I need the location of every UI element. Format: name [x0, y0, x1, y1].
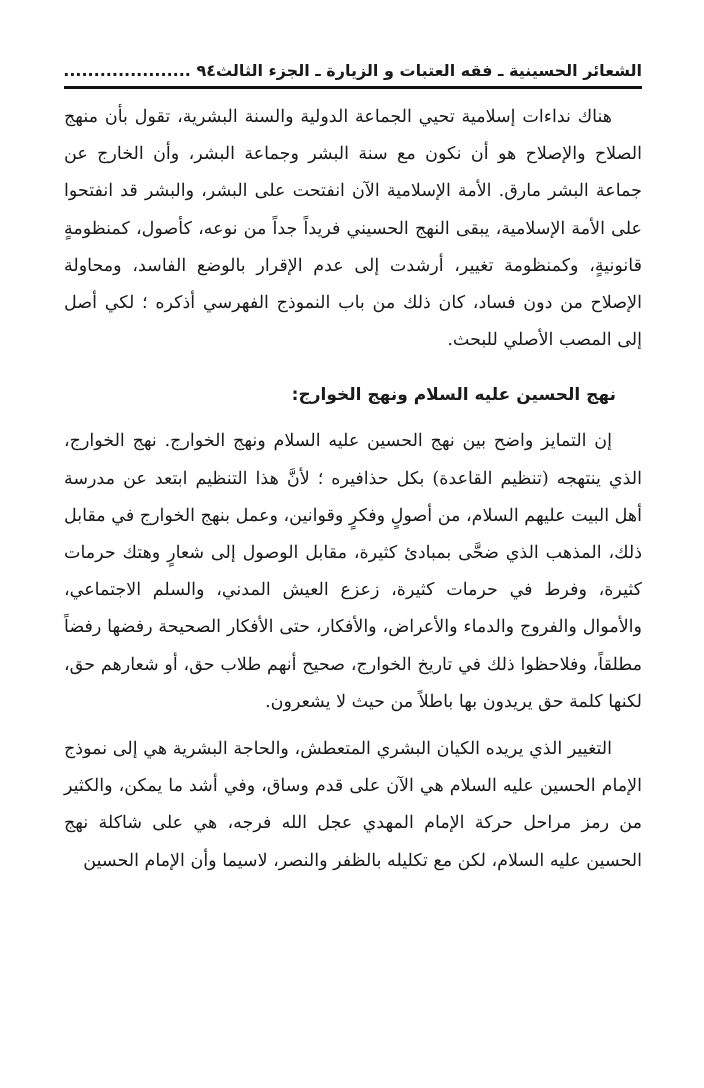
running-title-text: الشعائر الحسينية ـ فقه العتبات و الزيارة ـ الجزء الثالث — [215, 61, 642, 80]
dot-leader: ..................... — [63, 61, 191, 80]
running-title — [216, 60, 642, 82]
running-header — [64, 60, 642, 89]
paragraph-1: هناك نداءات إسلامية تحيي الجماعة الدولية والسنة البشرية، تقول بأن منهج الصلاح والإصلاح هو أن نكون مع سنة البشر وجماعة البشر، وأن الخارج عن جماعة البشر مارق. الأمة الإسلامية الآن انفتحت على البشر، والبشر قد انفتحوا على الأمة الإسلامية، يبقى النهج الحسيني فريداً جداً من نوعه، كأصول، كمنظومةٍ قانونيةٍ، وكمنظومة تغيير، أرشدت إلى عدم الإقرار بالوضع الفاسد، ومحاولة الإصلاح من دون فساد، كان ذلك من باب النموذج الفهرسي أذكره ؛ لكي أصل إلى المصب الأصلي للبحث. — [64, 107, 642, 351]
page-number-group — [63, 60, 216, 82]
section-heading: نهج الحسين عليه السلام ونهج الخوارج: — [291, 385, 616, 406]
page-number: ٩٤ — [196, 61, 216, 80]
body-text — [64, 99, 642, 880]
paragraph-2: إن التمايز واضح بين نهج الحسين عليه السلام ونهج الخوارج. نهج الخوارج، الذي ينتهجه (تنظيم القاعدة) بكل حذافيره ؛ لأنَّ هذا التنظيم ابتعد عن مدرسة أهل البيت عليهم السلام، من أصولٍ وفكرٍ وقوانين، وعمل بنهج الخوارج في مقابل ذلك، المذهب الذي ضحَّى بمبادئ كثيرة، مقابل الوصول إلى شعارٍ وهتك حرمات كثيرة، وفرط في حرمات كثيرة، زعزع العيش المدني، والسلم الاجتماعي، والأموال والفروج والدماء والأعراض، والأفكار، حتى الأفكار الصحيحة رفضها رفضاً مطلقاً، وفلاحظوا ذلك في تاريخ الخوارج، صحيح أنهم طلاب حق، أو شعارهم حق، لكنها كلمة حق يريدون بها باطلاً من حيث لا يشعرون. — [64, 431, 642, 712]
paragraph-3: التغيير الذي يريده الكيان البشري المتعطش، والحاجة البشرية هي إلى نموذج الإمام الحسين عليه السلام هي الآن على قدم وساق، وفي أشد ما يمكن، والكثير من رمز مراحل حركة الإمام المهدي عجل الله فرجه، هي على شاكلة نهج الحسين عليه السلام، لكن مع تكليله بالظفر والنصر، لاسيما وأن الإمام الحسين — [64, 739, 642, 871]
book-page — [64, 60, 642, 880]
